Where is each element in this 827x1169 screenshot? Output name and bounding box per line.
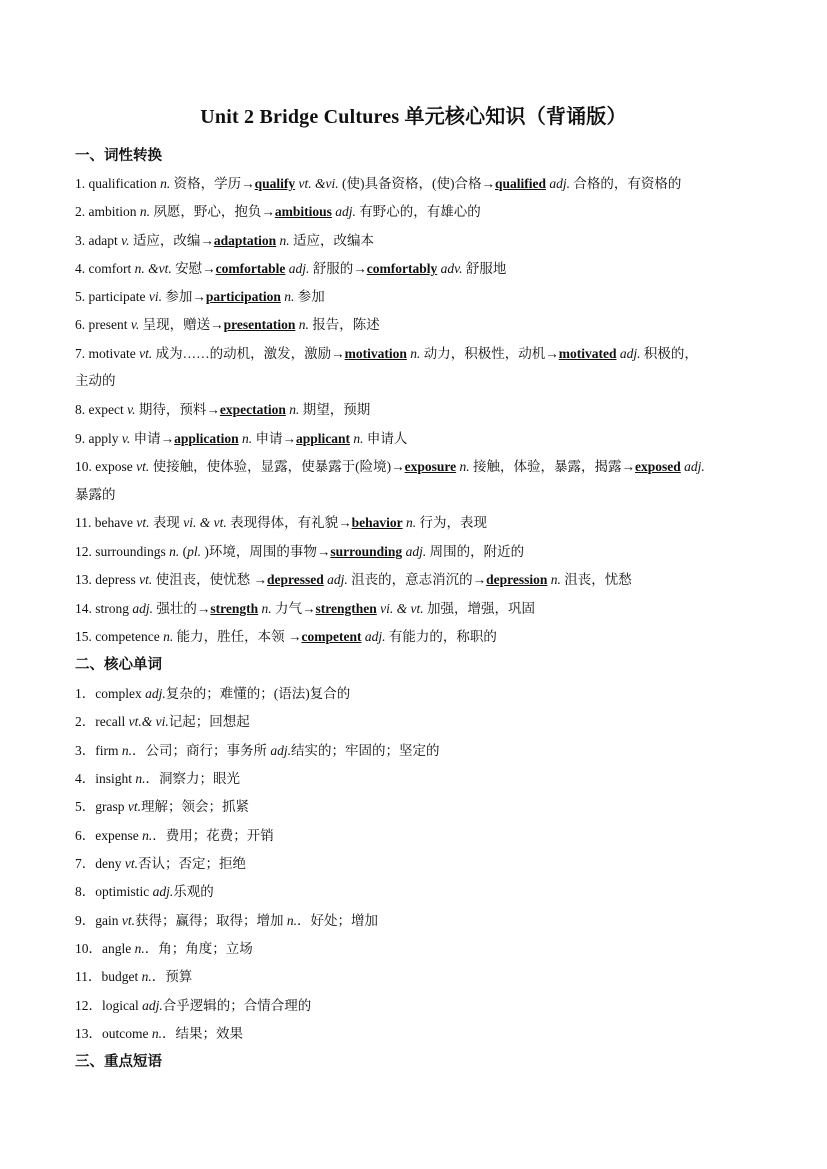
document-title: Unit 2 Bridge Cultures 单元核心知识（背诵版）	[200, 106, 627, 128]
item-text: ．结果；效果	[162, 1026, 243, 1041]
item-text: 复杂的；难懂的；(语法)复合的	[165, 686, 351, 701]
item-text: 合格的，有资格的	[570, 176, 682, 191]
item-text: 8. expect	[75, 402, 128, 417]
part-of-speech: n.	[134, 941, 145, 956]
part-of-speech: vt.& vi.	[128, 714, 169, 729]
item-text: 行为，表现	[416, 515, 487, 530]
part-of-speech: adj.	[364, 629, 386, 644]
list-item	[75, 540, 750, 560]
part-of-speech: n.	[286, 913, 297, 928]
list-item	[75, 511, 750, 531]
part-of-speech: adj.	[327, 572, 348, 587]
part-of-speech: n.	[142, 828, 153, 843]
answer-word: behavior	[351, 515, 403, 530]
part-of-speech: n.	[410, 346, 421, 361]
item-text: 舒服的→	[309, 261, 367, 276]
item-text: 5．grasp	[75, 799, 128, 814]
list-item	[75, 909, 750, 929]
answer-word: strength	[210, 601, 259, 616]
section-heading-core-words: 二、核心单词	[75, 657, 162, 673]
list-item	[75, 568, 750, 588]
part-of-speech: adv.	[440, 261, 463, 276]
item-text: 10. expose	[75, 459, 137, 474]
list-item	[75, 795, 750, 815]
part-of-speech: pl.	[187, 544, 202, 559]
part-of-speech: vt.	[127, 799, 141, 814]
part-of-speech: n.	[169, 544, 180, 559]
answer-word: motivation	[344, 346, 407, 361]
item-text: 12．logical	[75, 998, 143, 1013]
item-text: 积极的，	[640, 346, 698, 361]
item-text: 理解；领会；抓紧	[141, 799, 249, 814]
item-text: ．角；角度；立场	[144, 941, 253, 956]
item-text: 接触，体验，暴露，揭露→	[469, 459, 636, 474]
item-text: 11．budget	[75, 969, 142, 984]
item-text: 9. apply	[75, 431, 122, 446]
answer-word: adaptation	[213, 233, 277, 248]
part-of-speech: vt.	[124, 856, 138, 871]
list-item	[75, 824, 750, 844]
answer-word: exposed	[635, 459, 681, 474]
item-text: 1．complex	[75, 686, 146, 701]
part-of-speech: vi. & vt.	[380, 601, 424, 616]
item-text: )环境，周围的事物→	[201, 544, 331, 559]
answer-word: strengthen	[315, 601, 377, 616]
part-of-speech: vt. &vi.	[298, 176, 339, 191]
item-text: 适应，改编本	[289, 233, 375, 248]
part-of-speech: v.	[130, 317, 140, 332]
answer-word: comfortable	[215, 261, 286, 276]
answer-word: competent	[301, 629, 362, 644]
item-text: ．洞察力；眼光	[145, 771, 241, 786]
answer-word: surrounding	[330, 544, 403, 559]
item-text: 表现得体，有礼貌→	[226, 515, 352, 530]
item-text: 结实的；牢固的；坚定的	[291, 743, 440, 758]
item-text: 有能力的，称职的	[385, 629, 497, 644]
section-heading-word-forms: 一、词性转换	[75, 148, 162, 164]
answer-word: qualify	[254, 176, 296, 191]
part-of-speech: n.	[151, 1026, 162, 1041]
item-text: 7. motivate	[75, 346, 140, 361]
list-item	[75, 937, 750, 957]
item-text: 记起；回想起	[168, 714, 250, 729]
item-text: 3. adapt	[75, 233, 122, 248]
part-of-speech: vi.	[148, 289, 162, 304]
item-text: 7．deny	[75, 856, 125, 871]
part-of-speech: n.	[353, 431, 364, 446]
item-text: 4. comfort	[75, 261, 135, 276]
part-of-speech: adj.	[619, 346, 641, 361]
item-text: 能力，胜任，本领 →	[173, 629, 302, 644]
list-item	[75, 710, 750, 730]
part-of-speech: v.	[121, 233, 130, 248]
list-item	[75, 625, 750, 645]
list-item	[75, 200, 750, 220]
item-text: 周围的，附近的	[426, 544, 525, 559]
item-text: 5. participate	[75, 289, 149, 304]
item-text: (	[179, 544, 188, 559]
list-item	[75, 285, 750, 305]
item-text: 参加	[294, 289, 325, 304]
part-of-speech: adj.	[270, 743, 292, 758]
item-text: 表现	[149, 515, 184, 530]
item-text: 4．insight	[75, 771, 136, 786]
item-text: 报告，陈述	[308, 317, 380, 332]
part-of-speech: vt.	[139, 572, 153, 587]
item-text: 力气→	[271, 601, 316, 616]
item-text: 13．outcome	[75, 1026, 152, 1041]
item-text: 加强，增强，巩固	[423, 601, 536, 616]
item-text: 2．recall	[75, 714, 129, 729]
item-text: 1. qualification	[75, 176, 161, 191]
part-of-speech: n.	[242, 431, 253, 446]
item-text: 申请→	[252, 431, 297, 446]
list-item	[75, 880, 750, 900]
item-text: 强壮的→	[153, 601, 211, 616]
list-item	[75, 852, 750, 872]
part-of-speech: n.	[298, 317, 309, 332]
item-text: 期待，预料→	[135, 402, 220, 417]
item-text: 否认；否定；拒绝	[138, 856, 246, 871]
item-text: 适应，改编→	[129, 233, 214, 248]
item-text: 11. behave	[75, 515, 137, 530]
part-of-speech: n.	[550, 572, 561, 587]
item-text: 12. surroundings	[75, 544, 170, 559]
list-item-continuation: 主动的	[75, 373, 116, 388]
part-of-speech: n.	[141, 969, 152, 984]
item-text: 6．expense	[75, 828, 143, 843]
part-of-speech: adj.	[152, 884, 174, 899]
part-of-speech: vt.	[136, 459, 150, 474]
item-text: 使沮丧，使忧愁 →	[152, 572, 267, 587]
item-text: 10．angle	[75, 941, 135, 956]
part-of-speech: adj.	[288, 261, 310, 276]
part-of-speech: n.	[406, 515, 417, 530]
item-text: 沮丧，忧愁	[560, 572, 632, 587]
list-item	[75, 398, 750, 418]
item-text: 舒服地	[462, 261, 507, 276]
part-of-speech: n.	[139, 204, 150, 219]
part-of-speech: n.	[279, 233, 290, 248]
item-text: ．预算	[151, 969, 193, 984]
part-of-speech: v.	[127, 402, 136, 417]
item-text: 2. ambition	[75, 204, 140, 219]
item-text: (使)具备资格，(使)合格→	[338, 176, 495, 191]
answer-word: applicant	[296, 431, 351, 446]
item-text: ．费用；花费；开销	[152, 828, 274, 843]
part-of-speech: adj.	[549, 176, 571, 191]
item-text: 使接触，使体验，显露，使暴露于(险境)→	[149, 459, 405, 474]
answer-word: application	[174, 431, 239, 446]
part-of-speech: vt.	[121, 913, 135, 928]
list-item	[75, 455, 750, 475]
list-item	[75, 1022, 750, 1042]
answer-word: exposure	[404, 459, 457, 474]
part-of-speech: vi. & vt.	[183, 515, 227, 530]
item-text: 呈现，赠送→	[139, 317, 224, 332]
part-of-speech: n.	[163, 629, 174, 644]
part-of-speech: adj.	[145, 686, 166, 701]
part-of-speech: n.	[160, 176, 171, 191]
answer-word: presentation	[223, 317, 296, 332]
item-text: 动力，积极性，动机→	[420, 346, 559, 361]
list-item	[75, 342, 750, 362]
item-text: ．公司；商行；事务所	[132, 743, 271, 758]
item-text: 有野心的，有雄心的	[355, 204, 481, 219]
item-text: 15. competence	[75, 629, 164, 644]
item-text: 期望，预期	[299, 402, 371, 417]
list-item	[75, 427, 750, 447]
list-item	[75, 229, 750, 249]
list-item	[75, 313, 750, 333]
list-item	[75, 257, 750, 277]
item-text: 6. present	[75, 317, 131, 332]
item-text: 获得；赢得；取得；增加	[135, 913, 287, 928]
part-of-speech: adj.	[405, 544, 427, 559]
answer-word: participation	[205, 289, 281, 304]
list-item	[75, 172, 750, 192]
list-item	[75, 965, 750, 985]
part-of-speech: n. &vt.	[134, 261, 172, 276]
item-text: 9．gain	[75, 913, 122, 928]
item-text: 13. depress	[75, 572, 140, 587]
answer-word: expectation	[219, 402, 286, 417]
item-text: 乐观的	[173, 884, 214, 899]
list-item-continuation: 暴露的	[75, 487, 116, 502]
answer-word: comfortably	[366, 261, 438, 276]
part-of-speech: n.	[261, 601, 272, 616]
item-text: 沮丧的，意志消沉的→	[347, 572, 487, 587]
part-of-speech: n.	[459, 459, 470, 474]
part-of-speech: adj.	[684, 459, 705, 474]
part-of-speech: n.	[121, 743, 132, 758]
answer-word: depressed	[267, 572, 324, 587]
item-text: 申请→	[130, 431, 175, 446]
answer-word: ambitious	[274, 204, 332, 219]
part-of-speech: n.	[289, 402, 300, 417]
section-heading-key-phrases: 三、重点短语	[75, 1054, 162, 1070]
list-item	[75, 739, 750, 759]
part-of-speech: adj.	[132, 601, 154, 616]
answer-word: qualified	[494, 176, 546, 191]
item-text: 资格，学历→	[170, 176, 255, 191]
part-of-speech: v.	[121, 431, 131, 446]
part-of-speech: adj.	[335, 204, 356, 219]
item-text: 14. strong	[75, 601, 133, 616]
part-of-speech: n.	[284, 289, 295, 304]
item-text: 夙愿，野心，抱负→	[150, 204, 275, 219]
answer-word: motivated	[558, 346, 617, 361]
part-of-speech: adj.	[142, 998, 163, 1013]
item-text: 申请人	[363, 431, 408, 446]
item-text: 参加→	[161, 289, 206, 304]
list-item	[75, 767, 750, 787]
item-text: 3．firm	[75, 743, 122, 758]
part-of-speech: vt.	[136, 515, 150, 530]
item-text: 安慰→	[171, 261, 216, 276]
list-item	[75, 682, 750, 702]
part-of-speech: vt.	[139, 346, 153, 361]
item-text: ．好处；增加	[297, 913, 378, 928]
item-text: 成为……的动机，激发，激励→	[152, 346, 345, 361]
list-item	[75, 994, 750, 1014]
item-text: 合乎逻辑的；合情合理的	[162, 998, 312, 1013]
answer-word: depression	[486, 572, 548, 587]
item-text: 8．optimistic	[75, 884, 153, 899]
part-of-speech: n.	[135, 771, 146, 786]
list-item	[75, 597, 750, 617]
